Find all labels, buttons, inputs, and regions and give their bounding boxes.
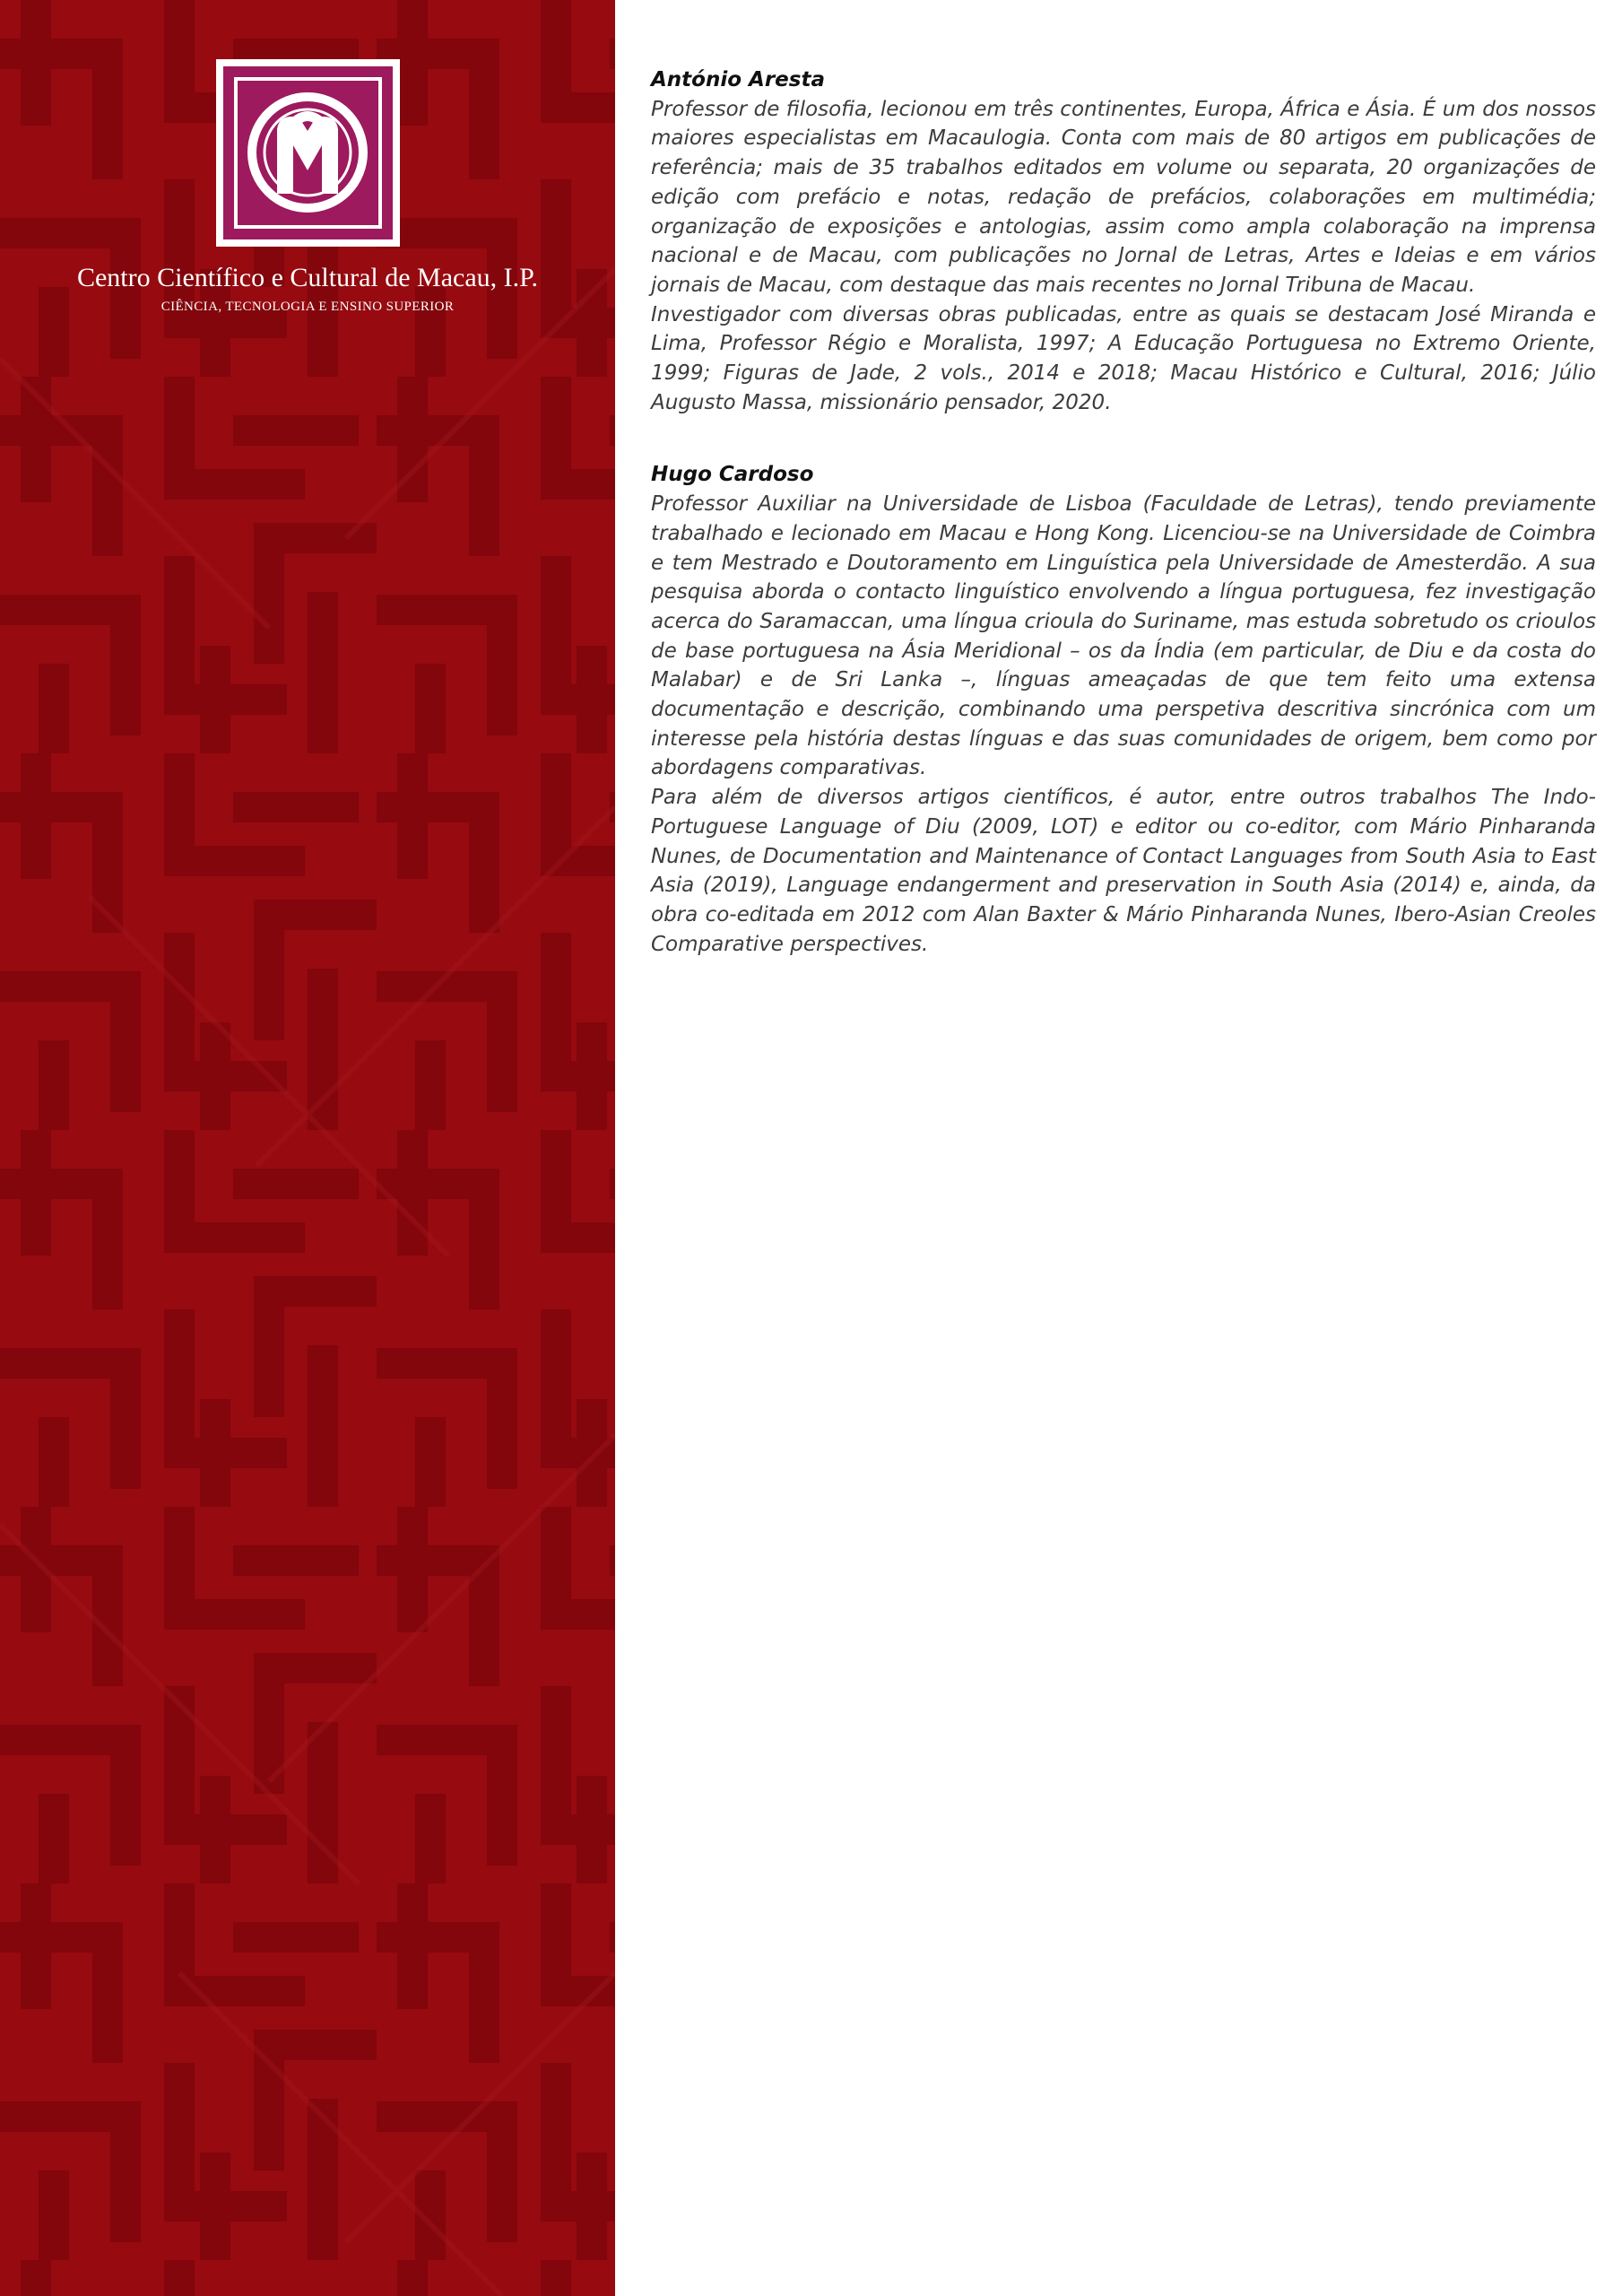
bio-hugo-cardoso <box>651 460 1596 959</box>
bio-antonio-aresta <box>651 65 1596 417</box>
bios-content <box>651 65 1596 1002</box>
logo <box>216 59 400 247</box>
bio-paragraph: Professor de filosofia, lecionou em três continentes, Europa, África e Ásia. É um dos nossos maiores especialistas em Macaulogia. Conta com mais de 80 artigos em publicações de referência; mais de 35 trabalhos editados em volume ou separata, 20 organizações de edição com prefácio e notas, redação de prefácios, colaborações em multimédia; organização de exposições e antologias, assim como ampla colaboração na imprensa nacional e de Macau, com publicações no Jornal de Letras, Artes e Ideias e em vários jornais de Macau, com destaque das mais recentes no Jornal Tribuna de Macau. <box>651 97 1596 297</box>
bio-name: Hugo Cardoso <box>651 463 814 487</box>
decorative-pattern <box>0 0 615 2296</box>
bio-paragraph: Investigador com diversas obras publicadas, entre as quais se destacam José Miranda e Lima, Professor Régio e Moralista, 1997; A Educação Portuguesa no Extremo Oriente, 1999; Figuras de Jade, 2 vols., 2014 e 2018; Macau Histórico e Cultural, 2016; Júlio Augusto Massa, missionário pensador, 2020. <box>651 302 1596 414</box>
bio-paragraph: Professor Auxiliar na Universidade de Lisboa (Faculdade de Letras), tendo previamente trabalhado e lecionado em Macau e Hong Kong. Licenciou-se na Universidade de Coimbra e tem Mestrado e Doutoramento em Linguística pela Universidade de Amesterdão. A sua pesquisa aborda o contacto linguístico envolvendo a língua portuguesa, fez investigação acerca do Saramaccan, uma língua crioula do Suriname, mas estuda sobretudo os crioulos de base portuguesa na Ásia Meridional – os da Índia (em particular, de Diu e da costa do Malabar) e de Sri Lanka –, línguas ameaçadas de que tem feito uma extensa documentação e descrição, combinando uma perspetiva descritiva sincrónica com um interesse pela história destas línguas e das suas comunidades de origem, bem como por abordagens comparativas. <box>651 492 1596 780</box>
org-subtitle: CIÊNCIA, TECNOLOGIA E ENSINO SUPERIOR <box>160 300 455 314</box>
bio-paragraph: Para além de diversos artigos científicos, é autor, entre outros trabalhos The Indo-Portuguese Language of Diu (2009, LOT) e editor ou co-editor, com Mário Pinharanda Nunes, de Documentation and Maintenance of Contact Languages from South Asia to East Asia (2019), Language endangerment and preservation in South Asia (2014) e, ainda, da obra co-editada em 2012 com Alan Baxter & Mário Pinharanda Nunes, Ibero-Asian Creoles Comparative perspectives. <box>651 786 1596 956</box>
ccm-monogram-logo-icon <box>216 59 400 247</box>
org-name: Centro Científico e Cultural de Macau, I.P. <box>76 263 539 292</box>
bio-name: António Aresta <box>651 68 825 91</box>
sidebar-panel <box>0 0 615 2296</box>
